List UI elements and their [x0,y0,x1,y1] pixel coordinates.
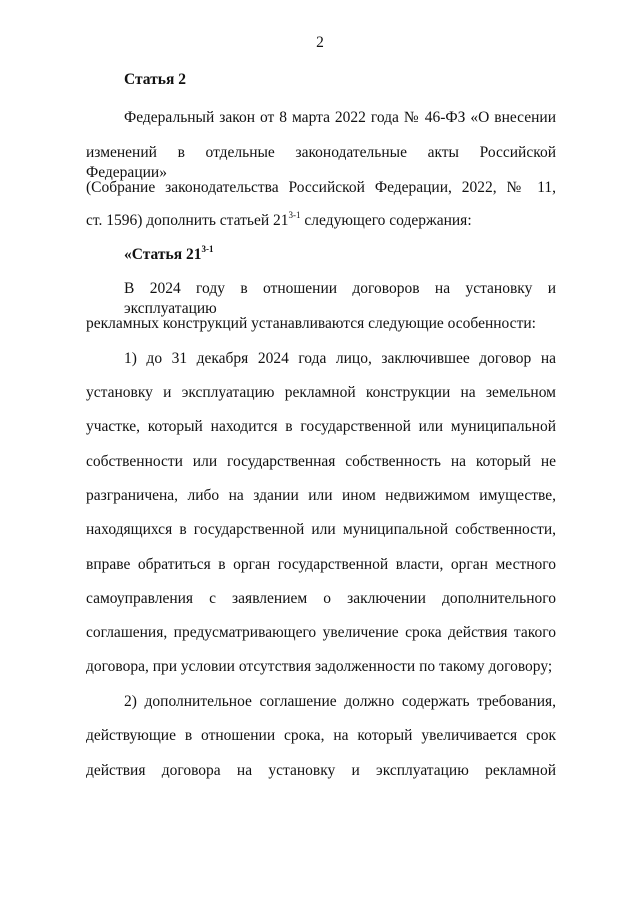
article-2-text-line-4-suffix: следующего содержания: [300,212,472,229]
article-2-text-line-1: Федеральный закон от 8 марта 2022 года № 46-ФЗ «О внесении [124,109,556,126]
item-1-line-7: вправе обратиться в орган государственной власти, орган местного [86,556,556,573]
page-number: 2 [316,34,324,51]
item-1-line-9: соглашения, предусматривающего увеличение срока действия такого [86,624,556,641]
article-2-text-line-2: изменений в отдельные законодательные акты Российской Федерации» [86,144,556,181]
item-2-line-3: действия договора на установку и эксплуатацию рекламной [86,762,556,779]
item-1-line-6: находящихся в государственной или муниципальной собственности, [86,521,556,538]
article-2-text-line-4-prefix: ст. 1596) дополнить статьей 21 [86,212,289,229]
item-1-line-8: самоуправления с заявлением о заключении дополнительного [86,590,556,607]
item-1-line-4: собственности или государственная собственность на который не [86,453,556,470]
item-1-line-2: установку и эксплуатацию рекламной конструкции на земельном [86,384,556,401]
item-2-line-1: 2) дополнительное соглашение должно содержать требования, [124,693,556,710]
article-21-heading-prefix: «Статья 21 [124,246,202,263]
item-1-line-10: договора, при условии отсутствия задолженности по такому договору; [86,658,553,675]
intro-line-2: рекламных конструкций устанавливаются следующие особенности: [86,315,536,332]
intro-line-1: В 2024 году в отношении договоров на установку и эксплуатацию [124,280,556,317]
article-21-3-1-heading [124,245,594,265]
article-2-text-line-4 [86,211,556,231]
item-2-line-2: действующие в отношении срока, на который увеличивается срок [86,727,556,744]
article-2-heading: Статья 2 [124,71,186,88]
article-2-text-line-3: (Собрание законодательства Российской Федерации, 2022, № 11, [86,179,556,196]
article-21-heading-superscript: 3-1 [201,244,214,254]
item-1-line-3: участке, который находится в государственной или муниципальной [86,418,556,435]
item-1-line-5: разграничена, либо на здании или ином недвижимом имуществе, [86,487,556,504]
item-1-line-1: 1) до 31 декабря 2024 года лицо, заключившее договор на [124,350,556,367]
article-number-superscript: 3-1 [288,210,301,220]
